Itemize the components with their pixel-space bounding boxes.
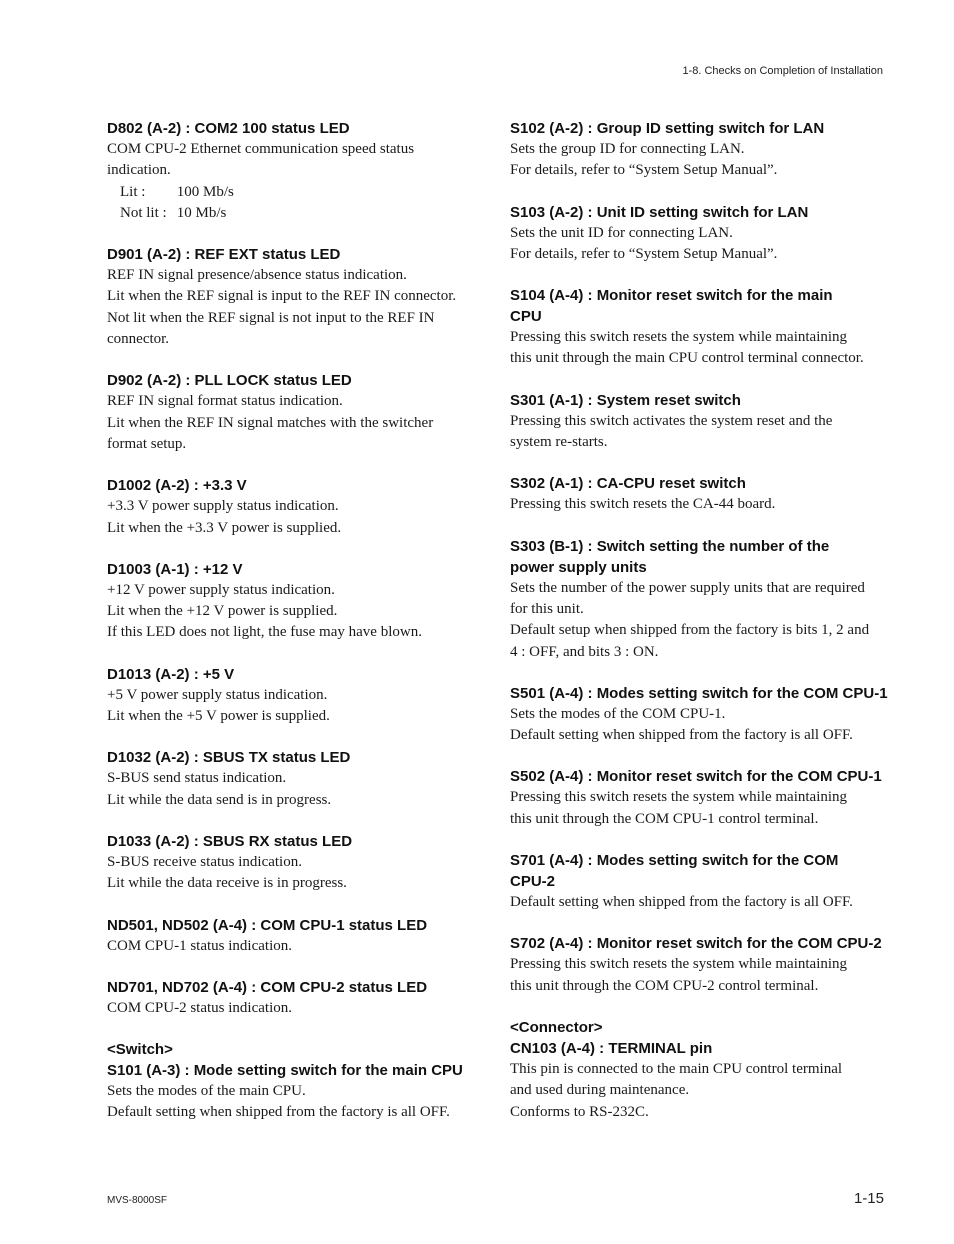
- entry-text: Lit when the +3.3 V power is supplied.: [107, 519, 342, 536]
- entry-text: Default setting when shipped from the factory is all OFF.: [107, 1104, 450, 1121]
- entry-text: S-BUS receive status indication.: [107, 853, 302, 870]
- entry-block: [510, 118, 888, 182]
- section-header: 1-8. Checks on Completion of Installation: [682, 65, 883, 77]
- entry-text: Pressing this switch resets the system while maintaining: [510, 789, 848, 806]
- entry-text: Lit while the data receive is in progress.: [107, 875, 347, 892]
- entry-text: Default setting when shipped from the factory is all OFF.: [510, 894, 853, 911]
- lit-row-value: 10 Mb/s: [176, 204, 227, 221]
- entry-block: [510, 285, 888, 370]
- entry-text: this unit through the COM CPU-2 control terminal.: [510, 977, 819, 994]
- entry-block: [107, 977, 489, 1019]
- entry-block: [510, 202, 888, 266]
- entry-block: [510, 473, 888, 515]
- entry-text: 4 : OFF, and bits 3 : ON.: [510, 643, 659, 660]
- entry-text: Sets the group ID for connecting LAN.: [510, 141, 745, 157]
- lit-row-value: 100 Mb/s: [176, 183, 234, 200]
- entry-text: connector.: [107, 331, 170, 348]
- entry-text: Pressing this switch activates the system reset and the: [510, 412, 833, 429]
- entry-title: S103 (A-2) : Unit ID setting switch for LAN: [510, 203, 809, 221]
- entry-text: +3.3 V power supply status indication.: [107, 498, 339, 515]
- entry-block: [107, 1039, 489, 1124]
- left-column: [107, 118, 489, 1144]
- entry-title: power supply units: [510, 558, 647, 576]
- entry-text: format setup.: [107, 435, 187, 452]
- entry-block: [510, 850, 888, 913]
- entry-title: D1002 (A-2) : +3.3 V: [107, 477, 247, 495]
- entry-block: [107, 244, 489, 350]
- entry-title: D1003 (A-1) : +12 V: [107, 560, 243, 578]
- entry-title: D1033 (A-2) : SBUS RX status LED: [107, 832, 353, 850]
- entry-text: S-BUS send status indication.: [107, 770, 287, 787]
- entry-title: S301 (A-1) : System reset switch: [510, 391, 741, 409]
- entry-block: [510, 536, 888, 663]
- section-heading: <Connector>: [510, 1018, 603, 1036]
- entry-text: this unit through the COM CPU-1 control terminal.: [510, 810, 819, 827]
- lit-row-label: Lit :: [120, 183, 146, 200]
- entry-block: [510, 933, 888, 997]
- lit-row: [107, 182, 489, 203]
- entry-text: For details, refer to “System Setup Manual”.: [510, 162, 778, 179]
- entry-text: Pressing this switch resets the system while maintaining: [510, 329, 848, 346]
- entry-text: +5 V power supply status indication.: [107, 686, 328, 703]
- entry-title: S702 (A-4) : Monitor reset switch for the COM CPU-2: [510, 935, 882, 953]
- entry-title: D1032 (A-2) : SBUS TX status LED: [107, 749, 351, 767]
- entry-title: S303 (B-1) : Switch setting the number of the: [510, 537, 830, 555]
- lit-row-label: Not lit :: [120, 204, 167, 221]
- entry-title: S701 (A-4) : Modes setting switch for the COM: [510, 852, 839, 870]
- entry-block: [107, 747, 489, 811]
- entry-text: for this unit.: [510, 600, 584, 617]
- entry-text: Default setting when shipped from the factory is all OFF.: [510, 727, 853, 744]
- entry-text: +12 V power supply status indication.: [107, 581, 335, 598]
- entry-title: S104 (A-4) : Monitor reset switch for the main: [510, 287, 833, 305]
- entry-text: and used during maintenance.: [510, 1082, 690, 1099]
- entry-text: Sets the modes of the COM CPU-1.: [510, 705, 726, 722]
- entry-text: Lit when the REF signal is input to the REF IN connector.: [107, 288, 457, 305]
- entry-title: D802 (A-2) : COM2 100 status LED: [107, 120, 350, 137]
- lit-row: [107, 203, 489, 224]
- entry-text: Pressing this switch resets the system while maintaining: [510, 956, 848, 973]
- entry-block: [510, 683, 888, 747]
- entry-text: Sets the modes of the main CPU.: [107, 1083, 306, 1100]
- entry-text: This pin is connected to the main CPU control terminal: [510, 1060, 843, 1077]
- right-column: [510, 118, 888, 1143]
- entry-text: Not lit when the REF signal is not input to the REF IN: [107, 309, 435, 326]
- entry-title: ND701, ND702 (A-4) : COM CPU-2 status LED: [107, 978, 428, 996]
- section-heading: <Switch>: [107, 1041, 173, 1059]
- entry-text: For details, refer to “System Setup Manual”.: [510, 245, 778, 262]
- entry-text: indication.: [107, 162, 171, 179]
- entry-block: [510, 390, 888, 454]
- model-number: MVS-8000SF: [107, 1195, 168, 1206]
- entry-text: system re-starts.: [510, 434, 608, 451]
- entry-block: [107, 475, 489, 539]
- entry-title: D902 (A-2) : PLL LOCK status LED: [107, 372, 352, 390]
- entry-title: S502 (A-4) : Monitor reset switch for the COM CPU-1: [510, 768, 882, 786]
- entry-text: REF IN signal format status indication.: [107, 393, 343, 410]
- entry-title: CN103 (A-4) : TERMINAL pin: [510, 1039, 713, 1057]
- entry-title: D901 (A-2) : REF EXT status LED: [107, 246, 341, 264]
- entry-text: Conforms to RS-232C.: [510, 1103, 649, 1120]
- entry-text: Lit when the +5 V power is supplied.: [107, 708, 330, 725]
- entry-text: Pressing this switch resets the CA-44 board.: [510, 496, 776, 513]
- entry-text: REF IN signal presence/absence status indication.: [107, 267, 407, 284]
- entry-block: [107, 915, 489, 957]
- entry-block: [510, 1017, 888, 1123]
- entry-title: S501 (A-4) : Modes setting switch for the COM CPU-1: [510, 684, 888, 702]
- entry-text: Sets the unit ID for connecting LAN.: [510, 224, 733, 241]
- entry-title: D1013 (A-2) : +5 V: [107, 665, 235, 683]
- entry-block: [107, 118, 489, 224]
- entry-text: Lit when the +12 V power is supplied.: [107, 603, 338, 620]
- entry-text: COM CPU-2 Ethernet communication speed status: [107, 141, 415, 157]
- entry-block: [107, 370, 489, 455]
- entry-block: [107, 559, 489, 644]
- entry-block: [107, 831, 489, 895]
- entry-block: [107, 664, 489, 728]
- entry-text: Lit while the data send is in progress.: [107, 791, 332, 808]
- entry-text: COM CPU-1 status indication.: [107, 937, 293, 954]
- page-number: 1-15: [853, 1190, 884, 1207]
- entry-title: CPU: [510, 308, 542, 326]
- entry-title: ND501, ND502 (A-4) : COM CPU-1 status LED: [107, 916, 428, 934]
- entry-title: S302 (A-1) : CA-CPU reset switch: [510, 475, 746, 493]
- entry-text: Sets the number of the power supply units that are required: [510, 579, 865, 596]
- entry-title: CPU-2: [510, 873, 556, 891]
- entry-text: Lit when the REF IN signal matches with the switcher: [107, 414, 434, 431]
- entry-title: S102 (A-2) : Group ID setting switch for LAN: [510, 120, 825, 137]
- entry-text: If this LED does not light, the fuse may have blown.: [107, 624, 422, 641]
- entry-block: [510, 766, 888, 830]
- entry-text: this unit through the main CPU control terminal connector.: [510, 350, 864, 367]
- entry-title: S101 (A-3) : Mode setting switch for the main CPU: [107, 1062, 463, 1080]
- entry-text: COM CPU-2 status indication.: [107, 999, 293, 1016]
- entry-text: Default setup when shipped from the factory is bits 1, 2 and: [510, 622, 870, 639]
